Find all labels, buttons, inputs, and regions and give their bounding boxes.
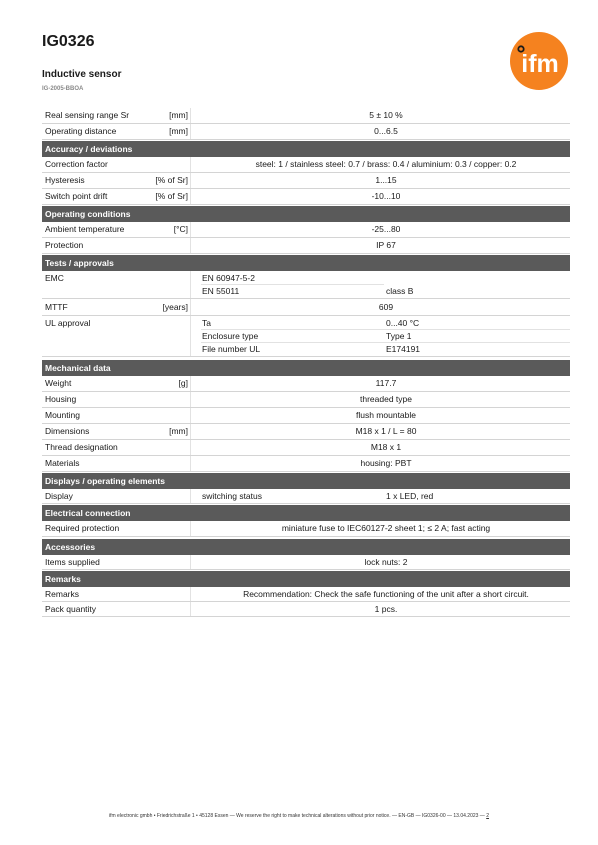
spec-label: Weight	[45, 378, 72, 388]
page-footer	[0, 813, 598, 819]
spec-row	[42, 440, 570, 456]
spec-label: Required protection	[45, 523, 120, 533]
spec-value: flush mountable	[355, 410, 416, 420]
spec-unit: [mm]	[169, 110, 188, 120]
section-header-displays: Displays / operating elements	[42, 473, 570, 489]
emc-standard-2: EN 55011	[202, 286, 240, 296]
spec-unit: [°C]	[173, 224, 188, 234]
spec-value: 1...15	[375, 175, 397, 185]
spec-value: -25...80	[371, 224, 401, 234]
display-value: 1 x LED, red	[386, 491, 434, 501]
spec-row	[42, 299, 570, 316]
spec-row	[42, 189, 570, 205]
datasheet-table	[42, 108, 570, 617]
ul-key: Enclosure type	[202, 331, 259, 341]
ul-value: Type 1	[386, 331, 412, 341]
spec-value: steel: 1 / stainless steel: 0.7 / brass: 0.4 / aluminium: 0.3 / copper: 0.2	[255, 159, 517, 169]
spec-row	[42, 408, 570, 424]
spec-row	[42, 602, 570, 617]
spec-value: 609	[378, 302, 394, 312]
section-header-remarks: Remarks	[42, 571, 570, 587]
spec-label: Remarks	[45, 589, 80, 599]
page-title: IG0326	[42, 33, 95, 50]
spec-row	[42, 157, 570, 173]
spec-row	[42, 489, 570, 504]
spec-label: Hysteresis	[45, 175, 85, 185]
spec-label: UL approval	[45, 318, 91, 328]
spec-row	[42, 108, 570, 124]
spec-row	[42, 456, 570, 472]
footer-text: ifm electronic gmbh • Friedrichstraße 1 • 45128 Essen — We reserve the right to make technical alterations without prior notice. — EN-GB — IG0326-00 — 13.04.2023 —	[109, 813, 485, 819]
page-number-link[interactable]: 2	[486, 813, 489, 819]
section-header-operating: Operating conditions	[42, 206, 570, 222]
spec-label: Correction factor	[45, 159, 108, 169]
spec-label: Items supplied	[45, 557, 100, 567]
section-header-accuracy: Accuracy / deviations	[42, 141, 570, 157]
spec-value: lock nuts: 2	[364, 557, 408, 567]
spec-label: Protection	[45, 240, 84, 250]
spec-unit: [mm]	[169, 126, 188, 136]
section-header-mechanical: Mechanical data	[42, 360, 570, 376]
spec-value: miniature fuse to IEC60127-2 sheet 1; ≤ 2 A; fast acting	[281, 523, 491, 533]
spec-label: MTTF	[45, 302, 68, 312]
product-code: IG-2005-BBOA	[42, 86, 84, 92]
spec-label: Operating distance	[45, 126, 117, 136]
ul-key: Ta	[202, 318, 211, 328]
emc-class: class B	[386, 286, 414, 296]
ul-row	[42, 316, 570, 357]
spec-label: Switch point drift	[45, 191, 108, 201]
emc-standard-1: EN 60947-5-2	[202, 273, 255, 283]
ul-key: File number UL	[202, 344, 261, 354]
spec-label: Pack quantity	[45, 604, 97, 614]
spec-row	[42, 392, 570, 408]
spec-value: Recommendation: Check the safe functioning of the unit after a short circuit.	[243, 589, 529, 599]
spec-value: M18 x 1 / L = 80	[355, 426, 417, 436]
spec-label: Mounting	[45, 410, 80, 420]
spec-unit: [g]	[178, 378, 188, 388]
display-key: switching status	[202, 491, 262, 501]
product-subtitle: Inductive sensor	[42, 69, 122, 80]
spec-row	[42, 555, 570, 570]
emc-row	[42, 271, 570, 299]
spec-label: Display	[45, 491, 73, 501]
spec-value: -10...10	[371, 191, 401, 201]
spec-unit: [% of Sr]	[155, 175, 188, 185]
spec-value: housing: PBT	[360, 458, 412, 468]
spec-value: 117.7	[375, 378, 397, 388]
spec-row	[42, 173, 570, 189]
ul-value: E174191	[386, 344, 421, 354]
spec-unit: [mm]	[169, 426, 188, 436]
spec-label: Housing	[45, 394, 77, 404]
spec-unit: [% of Sr]	[155, 191, 188, 201]
spec-label: EMC	[45, 273, 64, 283]
spec-row	[42, 424, 570, 440]
spec-label: Thread designation	[45, 442, 118, 452]
spec-row	[42, 587, 570, 602]
spec-value: M18 x 1	[370, 442, 402, 452]
logo-text: ifm	[521, 50, 559, 78]
spec-label: Real sensing range Sr	[45, 110, 130, 120]
spec-value: 1 pcs.	[374, 604, 398, 614]
spec-row	[42, 376, 570, 392]
spec-label: Materials	[45, 458, 80, 468]
ul-value: 0...40 °C	[386, 318, 420, 328]
section-header-tests: Tests / approvals	[42, 255, 570, 271]
spec-value: 5 ± 10 %	[369, 110, 403, 120]
spec-value: 0...6.5	[374, 126, 398, 136]
ifm-logo	[510, 32, 568, 90]
section-header-accessories: Accessories	[42, 539, 570, 555]
spec-row	[42, 222, 570, 238]
spec-row	[42, 521, 570, 537]
spec-value: IP 67	[376, 240, 396, 250]
spec-value: threaded type	[360, 394, 412, 404]
spec-label: Ambient temperature	[45, 224, 125, 234]
section-header-electrical: Electrical connection	[42, 505, 570, 521]
spec-row	[42, 124, 570, 140]
spec-row	[42, 238, 570, 254]
spec-label: Dimensions	[45, 426, 90, 436]
spec-unit: [years]	[162, 302, 188, 312]
